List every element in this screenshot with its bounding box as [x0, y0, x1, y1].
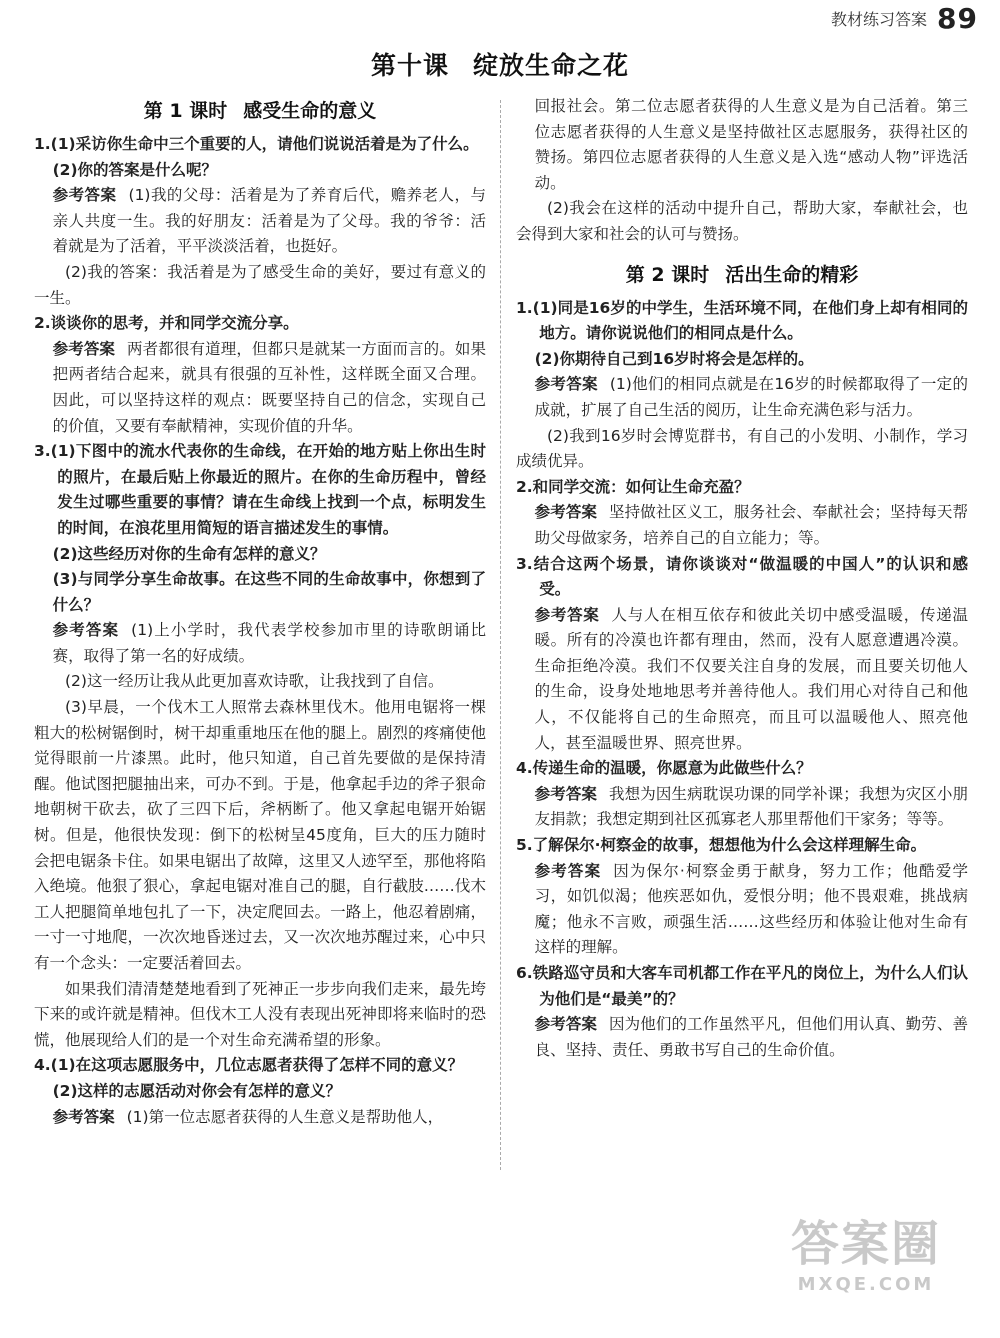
- question-1b: (2)你的答案是什么呢？: [52, 160, 218, 179]
- answer-3b: (2)这一经历让我从此更加喜欢诗歌，让我找到了自信。: [65, 672, 444, 691]
- s2-question-2: 2.和同学交流：如何让生命充盈？: [516, 477, 750, 496]
- s2-answer-1b: (2)我到16岁时会博览群书，有自己的小发明、小制作，学习成绩优异。: [516, 426, 968, 471]
- s2-answer-4: 参考答案 我想为因生病耽误功课的同学补课；我想为灾区小朋友捐款；我想定期到社区孤寡老人那里帮他们干家务；等等。: [534, 784, 968, 829]
- s2-question-3: 3.结合这两个场景，请你谈谈对“做温暖的中国人”的认识和感受。: [516, 554, 968, 599]
- answer-4b: (2)我会在这样的活动中提升自己，帮助大家，奉献社会，也会得到大家和社会的认可与赞扬。: [516, 199, 968, 243]
- answer-3: 参考答案 (1)上小学时，我代表学校参加市里的诗歌朗诵比赛，取得了第一名的好成绩。: [52, 621, 486, 665]
- question-3b: (2)这些经历对你的生命有怎样的意义？: [52, 544, 326, 563]
- answer-2: 参考答案 两者都很有道理，但都只是就某一方面而言的。如果把两者结合起来，就具有很强的互补性，这样既全面又合理。因此，可以坚持这样的观点：既要坚持自己的信念，实现自己的价值，又要有奉献精神，实现价值的升华。: [52, 339, 486, 435]
- s2-answer-3: 参考答案 人与人在相互依存和彼此关切中感受温暖，传递温暖。所有的冷漠也许都有理由，然而，没有人愿意遭遇冷漠。生命拒绝冷漠。我们不仅要关注自身的发展，而且要关切他人的生命，设身处地地思考并善待他人。我们用心对待自己和他人，不仅能将自己的生命照亮，而且可以温暖他人、照亮他人，甚至温暖世界、照亮世界。: [534, 605, 968, 752]
- question-4: 4.(1)在这项志愿服务中，几位志愿者获得了怎样不同的意义？: [34, 1056, 464, 1075]
- question-2: 2.谈谈你的思考，并和同学交流分享。: [34, 314, 299, 333]
- page-header: [785, 0, 1000, 36]
- watermark-logo: 答案圈 MXQE.COM: [790, 1216, 941, 1295]
- left-column: [34, 94, 486, 1130]
- s2-question-1: 1.(1)同是16岁的中学生，生活环境不同，在他们身上却有相同的地方。请你说说他们的相同点是什么。: [516, 298, 968, 343]
- answer-4-continued: 回报社会。第二位志愿者获得的人生意义是为自己活着。第三位志愿者获得的人生意义是坚持做社区志愿服务，获得社区的赞扬。第四位志愿者获得的人生意义是入选“感动人物”评选活动。: [534, 97, 968, 192]
- question-4b: (2)这样的志愿活动对你会有怎样的意义？: [52, 1081, 342, 1100]
- answer-3c: (3)早晨，一个伐木工人照常去森林里伐木。他用电锯将一棵粗大的松树锯倒时，树干却重重地压在他的腿上。剧烈的疼痛使他觉得眼前一片漆黑。此时，他只知道，自己首先要做的是保持清醒。他试图把腿抽出来，可办不到。于是，他拿起手边的斧子狠命地朝树干砍去，砍了三四下后，斧柄断了。他又拿起电锯开始锯树。但是，他很快发现：倒下的松树呈45度角，巨大的压力随时会把电锯条卡住。如果电锯出了故障，这里又人迹罕至，那他将陷入绝境。他狠了狠心，拿起电锯对准自己的腿，自行截肢……伐木工人把腿简单地包扎了一下，决定爬回去。一路上，他忍着剧痛，一寸一寸地爬，一次次地昏迷过去，又一次次地苏醒过来，心中只有一个念头：一定要活着回去。: [34, 698, 486, 972]
- s2-question-6: 6.铁路巡守员和大客车司机都工作在平凡的岗位上，为什么人们认为他们是“最美”的？: [516, 964, 968, 1008]
- header-label: 教材练习答案: [831, 9, 928, 29]
- s2-answer-1: 参考答案 (1)他们的相同点就是在16岁的时候都取得了一定的成就，扩展了自己生活的阅历，让生命充满色彩与活力。: [534, 375, 968, 419]
- answer-1b: (2)我的答案：我活着是为了感受生命的美好，要过有意义的一生。: [34, 262, 486, 307]
- lesson-title: [0, 46, 1000, 82]
- lesson-number: 第十课: [370, 51, 449, 80]
- question-1: 1.(1)采访你生命中三个重要的人，请他们说说活着是为了什么。: [34, 135, 479, 153]
- question-3: 3.(1)下图中的流水代表你的生命线，在开始的地方贴上你出生时的照片，在最后贴上你最近的照片。在你的生命历程中，曾经发生过哪些重要的事情？请在生命线上找到一个点，标明发生的时间，在浪花里用简短的语言描述发生的事情。: [34, 442, 486, 537]
- s2-answer-2: 参考答案 坚持做社区义工，服务社会、奉献社会；坚持每天帮助父母做家务，培养自己的自立能力；等。: [534, 503, 968, 547]
- s2-question-5: 5.了解保尔·柯察金的故事，想想他为什么会这样理解生命。: [516, 836, 927, 855]
- column-divider: [500, 100, 501, 1170]
- right-column: [516, 94, 968, 1063]
- lesson-name: 绽放生命之花: [473, 51, 630, 80]
- section-title-1: 第 1 课时 感受生命的意义: [143, 100, 377, 122]
- page-number: 89: [937, 1, 978, 35]
- answer-3d: 如果我们清清楚楚地看到了死神正一步步向我们走来，最先垮下来的或许就是精神。但伐木工人没有表现出死神即将来临时的恐慌，他展现给人们的是一个对生命充满希望的形象。: [34, 979, 486, 1049]
- s2-question-4: 4.传递生命的温暖，你愿意为此做些什么？: [516, 759, 812, 778]
- s2-answer-6: 参考答案 因为他们的工作虽然平凡，但他们用认真、勤劳、善良、坚持、责任、勇敢书写自己的生命价值。: [534, 1015, 968, 1059]
- answer-1: 参考答案 (1)我的父母：活着是为了养育后代，赡养老人，与亲人共度一生。我的好朋友：活着是为了父母。我的爷爷：活着就是为了活着，平平淡淡活着，也挺好。: [52, 186, 486, 256]
- question-3c: (3)与同学分享生命故事。在这些不同的生命故事中，你想到了什么？: [52, 570, 486, 614]
- section-title-2: 第 2 课时 活出生命的精彩: [625, 263, 859, 286]
- s2-question-1b: (2)你期待自己到16岁时将会是怎样的。: [534, 349, 814, 368]
- s2-answer-5: 参考答案 因为保尔·柯察金勇于献身，努力工作；他酷爱学习，如饥似渴；他疾恶如仇，爱恨分明；他不畏艰难，挑战病魔；他永不言败，顽强生活……这些经历和体验让他对生命有这样的理解。: [534, 861, 968, 957]
- answer-4: 参考答案 (1)第一位志愿者获得的人生意义是帮助他人，: [52, 1107, 444, 1126]
